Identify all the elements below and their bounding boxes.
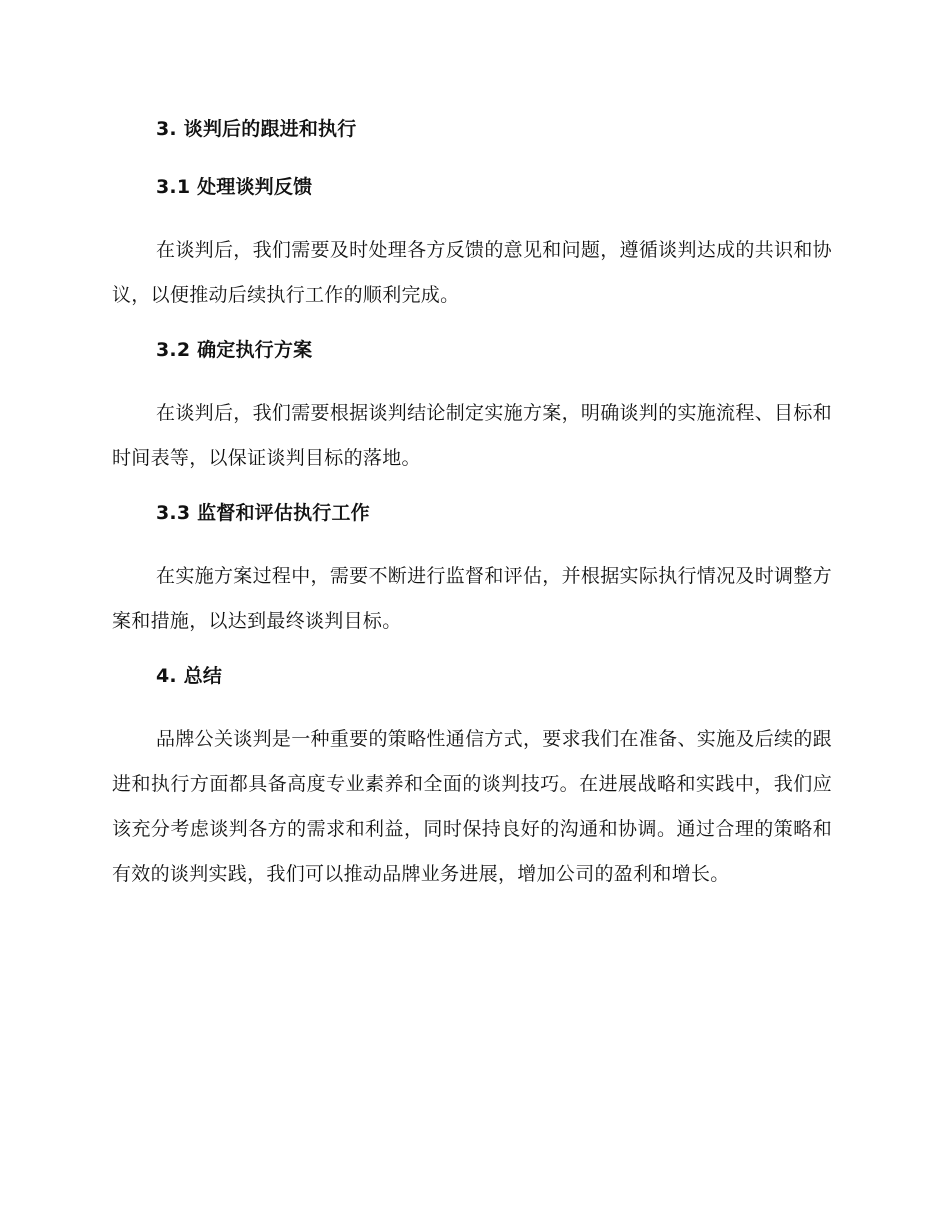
section-3-1-paragraph: 在谈判后，我们需要及时处理各方反馈的意见和问题，遵循谈判达成的共识和协议，以便推动后续执行工作的顺利完成。 [112,239,832,306]
section-3-2-paragraph: 在谈判后，我们需要根据谈判结论制定实施方案，明确谈判的实施流程、目标和时间表等，以保证谈判目标的落地。 [112,402,832,469]
section-3-3-heading: 3.3 监督和评估执行工作 [156,502,370,524]
section-4-paragraph: 品牌公关谈判是一种重要的策略性通信方式，要求我们在准备、实施及后续的跟进和执行方面都具备高度专业素养和全面的谈判技巧。在进展战略和实践中，我们应该充分考虑谈判各方的需求和利益，同时保持良好的沟通和协调。通过合理的策略和有效的谈判实践，我们可以推动品牌业务进展，增加公司的盈利和增长。 [112,728,832,885]
section-3-1-heading: 3.1 处理谈判反馈 [156,176,313,198]
section-3-3-paragraph: 在实施方案过程中，需要不断进行监督和评估，并根据实际执行情况及时调整方案和措施，以达到最终谈判目标。 [112,565,832,632]
section-4-heading: 4. 总结 [156,665,223,687]
section-3-heading: 3. 谈判后的跟进和执行 [156,118,357,140]
document-body [112,112,832,897]
section-3-2-heading: 3.2 确定执行方案 [156,339,313,361]
